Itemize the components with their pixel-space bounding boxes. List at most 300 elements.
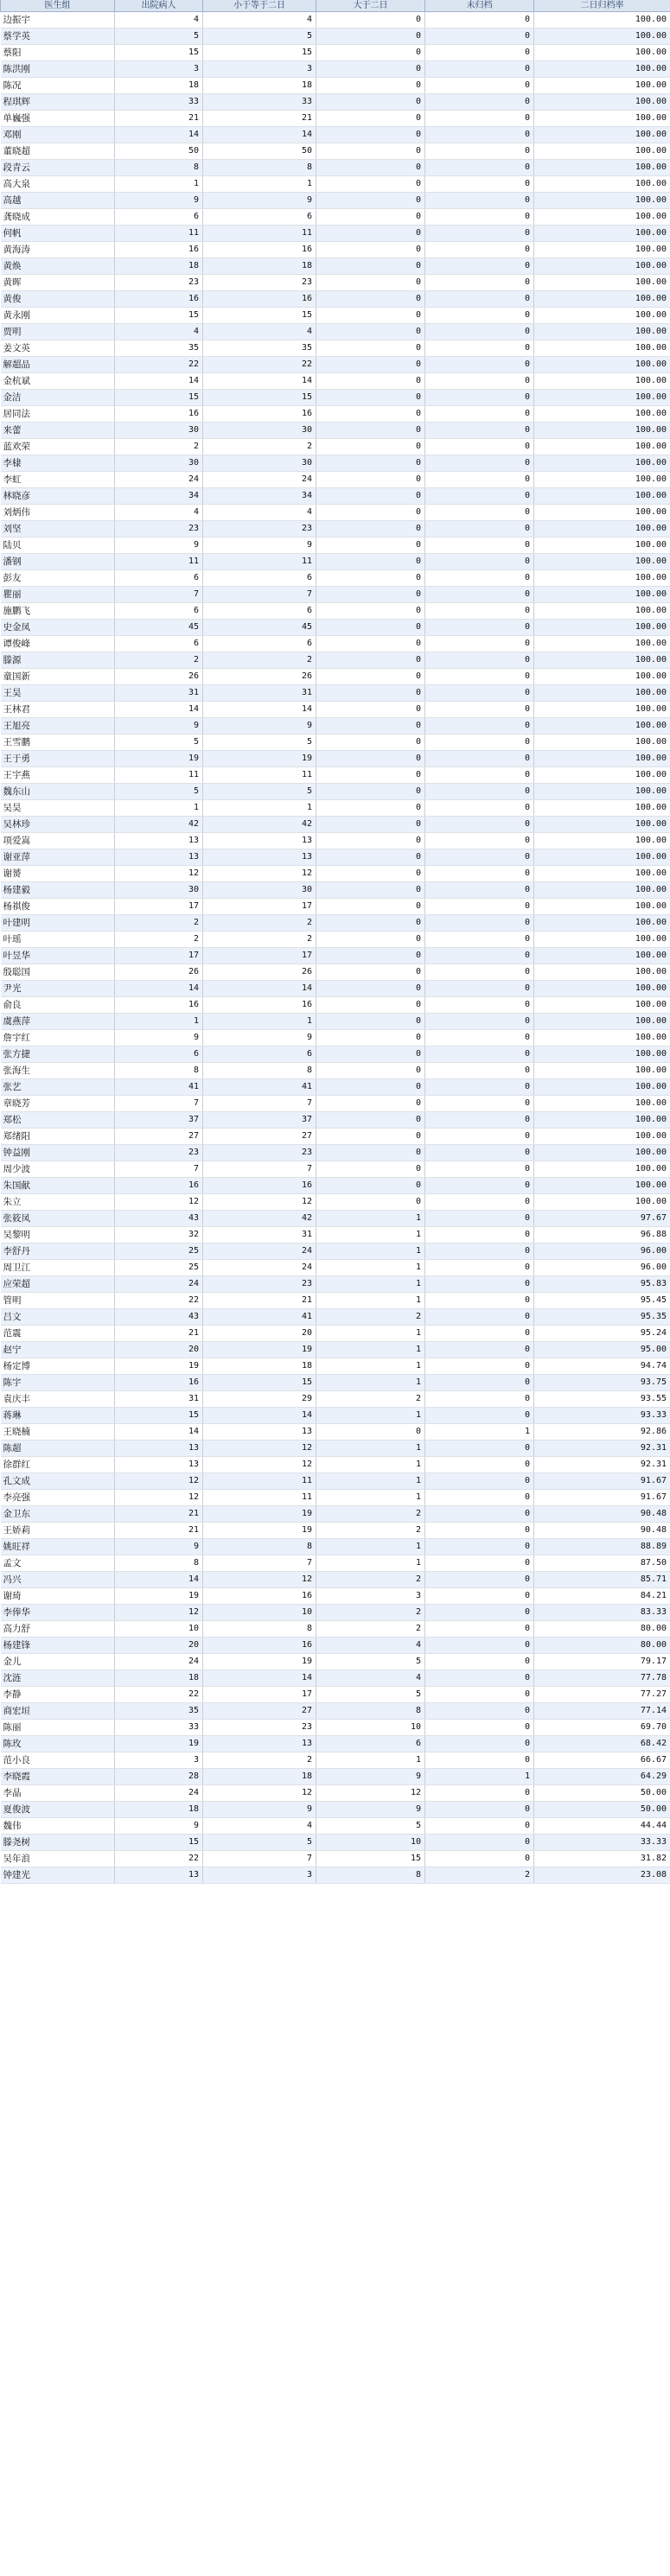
discharged-cell[interactable]: 13 xyxy=(115,1441,203,1457)
table-row[interactable] xyxy=(1,685,670,702)
unarchived-cell[interactable]: 0 xyxy=(425,12,534,29)
within-two-days-cell[interactable]: 18 xyxy=(203,1769,316,1785)
doctor-name-cell[interactable]: 管明 xyxy=(1,1293,115,1309)
doctor-name-cell[interactable]: 李棣 xyxy=(1,455,115,472)
doctor-name-cell[interactable]: 虞燕萍 xyxy=(1,1014,115,1030)
doctor-name-cell[interactable]: 孔文成 xyxy=(1,1473,115,1490)
doctor-name-cell[interactable]: 单巍强 xyxy=(1,111,115,127)
discharged-cell[interactable]: 25 xyxy=(115,1260,203,1276)
doctor-name-cell[interactable]: 夏俊波 xyxy=(1,1802,115,1818)
doctor-name-cell[interactable]: 黄海涛 xyxy=(1,242,115,258)
within-two-days-cell[interactable]: 12 xyxy=(203,1785,316,1802)
archive-rate-cell[interactable]: 93.33 xyxy=(534,1408,670,1424)
over-two-days-cell[interactable]: 2 xyxy=(316,1621,425,1638)
doctor-name-cell[interactable]: 王旭亮 xyxy=(1,718,115,735)
discharged-cell[interactable]: 18 xyxy=(115,1670,203,1687)
archive-rate-cell[interactable]: 95.24 xyxy=(534,1326,670,1342)
within-two-days-cell[interactable]: 3 xyxy=(203,1867,316,1884)
over-two-days-cell[interactable]: 0 xyxy=(316,488,425,505)
discharged-cell[interactable]: 16 xyxy=(115,1375,203,1391)
doctor-name-cell[interactable]: 杨祺俊 xyxy=(1,899,115,915)
doctor-name-cell[interactable]: 钟建光 xyxy=(1,1867,115,1884)
within-two-days-cell[interactable]: 2 xyxy=(203,1752,316,1769)
discharged-cell[interactable]: 11 xyxy=(115,554,203,570)
unarchived-cell[interactable]: 0 xyxy=(425,1490,534,1506)
unarchived-cell[interactable]: 0 xyxy=(425,505,534,521)
over-two-days-cell[interactable]: 2 xyxy=(316,1572,425,1588)
over-two-days-cell[interactable]: 0 xyxy=(316,1030,425,1046)
within-two-days-cell[interactable]: 18 xyxy=(203,1358,316,1375)
within-two-days-cell[interactable]: 16 xyxy=(203,1178,316,1194)
discharged-cell[interactable]: 7 xyxy=(115,587,203,603)
archive-rate-cell[interactable]: 93.55 xyxy=(534,1391,670,1408)
archive-rate-cell[interactable]: 100.00 xyxy=(534,718,670,735)
archive-rate-cell[interactable]: 100.00 xyxy=(534,275,670,291)
doctor-name-cell[interactable]: 姚旺祥 xyxy=(1,1539,115,1555)
over-two-days-cell[interactable]: 0 xyxy=(316,176,425,193)
within-two-days-cell[interactable]: 9 xyxy=(203,193,316,209)
unarchived-cell[interactable]: 0 xyxy=(425,866,534,882)
unarchived-cell[interactable]: 0 xyxy=(425,1112,534,1129)
within-two-days-cell[interactable]: 9 xyxy=(203,1030,316,1046)
doctor-name-cell[interactable]: 潘钢 xyxy=(1,554,115,570)
over-two-days-cell[interactable]: 0 xyxy=(316,537,425,554)
over-two-days-cell[interactable]: 0 xyxy=(316,932,425,948)
archive-rate-cell[interactable]: 100.00 xyxy=(534,537,670,554)
over-two-days-cell[interactable]: 0 xyxy=(316,587,425,603)
unarchived-cell[interactable]: 0 xyxy=(425,406,534,423)
archive-rate-cell[interactable]: 88.89 xyxy=(534,1539,670,1555)
discharged-cell[interactable]: 21 xyxy=(115,1523,203,1539)
over-two-days-cell[interactable]: 0 xyxy=(316,718,425,735)
archive-rate-cell[interactable]: 100.00 xyxy=(534,1161,670,1178)
table-row[interactable] xyxy=(1,882,670,899)
archive-rate-cell[interactable]: 100.00 xyxy=(534,78,670,94)
within-two-days-cell[interactable]: 2 xyxy=(203,932,316,948)
unarchived-cell[interactable]: 0 xyxy=(425,1523,534,1539)
over-two-days-cell[interactable]: 0 xyxy=(316,948,425,964)
over-two-days-cell[interactable]: 0 xyxy=(316,1112,425,1129)
table-row[interactable] xyxy=(1,1835,670,1851)
doctor-name-cell[interactable]: 高大泉 xyxy=(1,176,115,193)
discharged-cell[interactable]: 25 xyxy=(115,1243,203,1260)
unarchived-cell[interactable]: 0 xyxy=(425,948,534,964)
unarchived-cell[interactable]: 0 xyxy=(425,718,534,735)
archive-rate-cell[interactable]: 100.00 xyxy=(534,143,670,160)
over-two-days-cell[interactable]: 0 xyxy=(316,1424,425,1441)
discharged-cell[interactable]: 33 xyxy=(115,1720,203,1736)
column-header-within-two-days[interactable]: 小于等于二日 xyxy=(203,0,316,12)
doctor-name-cell[interactable]: 张方捷 xyxy=(1,1046,115,1063)
within-two-days-cell[interactable]: 42 xyxy=(203,817,316,833)
archive-rate-cell[interactable]: 100.00 xyxy=(534,357,670,373)
archive-rate-cell[interactable]: 95.83 xyxy=(534,1276,670,1293)
within-two-days-cell[interactable]: 16 xyxy=(203,291,316,308)
table-row[interactable] xyxy=(1,1358,670,1375)
discharged-cell[interactable]: 21 xyxy=(115,1326,203,1342)
within-two-days-cell[interactable]: 18 xyxy=(203,78,316,94)
within-two-days-cell[interactable]: 7 xyxy=(203,1555,316,1572)
discharged-cell[interactable]: 15 xyxy=(115,390,203,406)
within-two-days-cell[interactable]: 23 xyxy=(203,275,316,291)
doctor-name-cell[interactable]: 王晓楠 xyxy=(1,1424,115,1441)
within-two-days-cell[interactable]: 12 xyxy=(203,1572,316,1588)
within-two-days-cell[interactable]: 31 xyxy=(203,685,316,702)
archive-rate-cell[interactable]: 77.27 xyxy=(534,1687,670,1703)
discharged-cell[interactable]: 43 xyxy=(115,1211,203,1227)
unarchived-cell[interactable]: 0 xyxy=(425,1720,534,1736)
over-two-days-cell[interactable]: 1 xyxy=(316,1358,425,1375)
doctor-name-cell[interactable]: 瞿丽 xyxy=(1,587,115,603)
archive-rate-cell[interactable]: 100.00 xyxy=(534,767,670,784)
column-header-doctor-group[interactable]: 医生组 xyxy=(1,0,115,12)
table-row[interactable] xyxy=(1,275,670,291)
within-two-days-cell[interactable]: 42 xyxy=(203,1211,316,1227)
table-row[interactable] xyxy=(1,176,670,193)
archive-rate-cell[interactable]: 97.67 xyxy=(534,1211,670,1227)
archive-rate-cell[interactable]: 50.00 xyxy=(534,1802,670,1818)
unarchived-cell[interactable]: 0 xyxy=(425,1539,534,1555)
doctor-name-cell[interactable]: 施鹏飞 xyxy=(1,603,115,620)
discharged-cell[interactable]: 12 xyxy=(115,1473,203,1490)
over-two-days-cell[interactable]: 0 xyxy=(316,1178,425,1194)
doctor-name-cell[interactable]: 陈玫 xyxy=(1,1736,115,1752)
discharged-cell[interactable]: 22 xyxy=(115,1851,203,1867)
over-two-days-cell[interactable]: 1 xyxy=(316,1293,425,1309)
over-two-days-cell[interactable]: 1 xyxy=(316,1260,425,1276)
unarchived-cell[interactable]: 0 xyxy=(425,751,534,767)
discharged-cell[interactable]: 22 xyxy=(115,357,203,373)
table-row[interactable] xyxy=(1,472,670,488)
archive-rate-cell[interactable]: 100.00 xyxy=(534,488,670,505)
archive-rate-cell[interactable]: 100.00 xyxy=(534,209,670,226)
within-two-days-cell[interactable]: 6 xyxy=(203,636,316,652)
discharged-cell[interactable]: 20 xyxy=(115,1638,203,1654)
archive-rate-cell[interactable]: 100.00 xyxy=(534,111,670,127)
unarchived-cell[interactable]: 0 xyxy=(425,669,534,685)
discharged-cell[interactable]: 50 xyxy=(115,143,203,160)
archive-rate-cell[interactable]: 100.00 xyxy=(534,1014,670,1030)
table-row[interactable] xyxy=(1,1227,670,1243)
table-row[interactable] xyxy=(1,1752,670,1769)
unarchived-cell[interactable]: 0 xyxy=(425,1342,534,1358)
doctor-name-cell[interactable]: 徐群红 xyxy=(1,1457,115,1473)
over-two-days-cell[interactable]: 0 xyxy=(316,800,425,817)
within-two-days-cell[interactable]: 33 xyxy=(203,94,316,111)
within-two-days-cell[interactable]: 21 xyxy=(203,111,316,127)
discharged-cell[interactable]: 13 xyxy=(115,1457,203,1473)
archive-rate-cell[interactable]: 95.35 xyxy=(534,1309,670,1326)
over-two-days-cell[interactable]: 0 xyxy=(316,94,425,111)
archive-rate-cell[interactable]: 68.42 xyxy=(534,1736,670,1752)
unarchived-cell[interactable]: 0 xyxy=(425,1129,534,1145)
archive-rate-cell[interactable]: 100.00 xyxy=(534,423,670,439)
doctor-name-cell[interactable]: 吕文 xyxy=(1,1309,115,1326)
doctor-name-cell[interactable]: 童国新 xyxy=(1,669,115,685)
discharged-cell[interactable]: 6 xyxy=(115,603,203,620)
unarchived-cell[interactable]: 0 xyxy=(425,997,534,1014)
unarchived-cell[interactable]: 0 xyxy=(425,1736,534,1752)
within-two-days-cell[interactable]: 41 xyxy=(203,1309,316,1326)
table-row[interactable] xyxy=(1,1424,670,1441)
within-two-days-cell[interactable]: 22 xyxy=(203,357,316,373)
table-row[interactable] xyxy=(1,390,670,406)
unarchived-cell[interactable]: 0 xyxy=(425,1703,534,1720)
doctor-name-cell[interactable]: 吴黎明 xyxy=(1,1227,115,1243)
within-two-days-cell[interactable]: 5 xyxy=(203,29,316,45)
doctor-name-cell[interactable]: 范小良 xyxy=(1,1752,115,1769)
over-two-days-cell[interactable]: 0 xyxy=(316,111,425,127)
archive-rate-cell[interactable]: 100.00 xyxy=(534,800,670,817)
within-two-days-cell[interactable]: 17 xyxy=(203,1687,316,1703)
within-two-days-cell[interactable]: 41 xyxy=(203,1079,316,1096)
doctor-name-cell[interactable]: 杨定博 xyxy=(1,1358,115,1375)
within-two-days-cell[interactable]: 6 xyxy=(203,1046,316,1063)
within-two-days-cell[interactable]: 13 xyxy=(203,833,316,849)
doctor-name-cell[interactable]: 叶瑶 xyxy=(1,932,115,948)
archive-rate-cell[interactable]: 96.88 xyxy=(534,1227,670,1243)
within-two-days-cell[interactable]: 2 xyxy=(203,439,316,455)
doctor-name-cell[interactable]: 蔡阳 xyxy=(1,45,115,61)
discharged-cell[interactable]: 14 xyxy=(115,127,203,143)
archive-rate-cell[interactable]: 64.29 xyxy=(534,1769,670,1785)
within-two-days-cell[interactable]: 9 xyxy=(203,1802,316,1818)
doctor-name-cell[interactable]: 赵宁 xyxy=(1,1342,115,1358)
doctor-name-cell[interactable]: 魏伟 xyxy=(1,1818,115,1835)
discharged-cell[interactable]: 14 xyxy=(115,1572,203,1588)
over-two-days-cell[interactable]: 0 xyxy=(316,669,425,685)
archive-rate-cell[interactable]: 94.74 xyxy=(534,1358,670,1375)
unarchived-cell[interactable]: 0 xyxy=(425,981,534,997)
doctor-name-cell[interactable]: 郑绪阳 xyxy=(1,1129,115,1145)
doctor-name-cell[interactable]: 谢亚萍 xyxy=(1,849,115,866)
archive-rate-cell[interactable]: 100.00 xyxy=(534,455,670,472)
discharged-cell[interactable]: 7 xyxy=(115,1096,203,1112)
doctor-name-cell[interactable]: 商宏垣 xyxy=(1,1703,115,1720)
over-two-days-cell[interactable]: 0 xyxy=(316,521,425,537)
doctor-name-cell[interactable]: 尹光 xyxy=(1,981,115,997)
table-row[interactable] xyxy=(1,1703,670,1720)
unarchived-cell[interactable]: 0 xyxy=(425,685,534,702)
discharged-cell[interactable]: 14 xyxy=(115,981,203,997)
doctor-name-cell[interactable]: 蒋琳 xyxy=(1,1408,115,1424)
table-row[interactable] xyxy=(1,423,670,439)
table-row[interactable] xyxy=(1,1391,670,1408)
unarchived-cell[interactable]: 0 xyxy=(425,1227,534,1243)
discharged-cell[interactable]: 2 xyxy=(115,652,203,669)
doctor-name-cell[interactable]: 殷聪国 xyxy=(1,964,115,981)
over-two-days-cell[interactable]: 1 xyxy=(316,1243,425,1260)
within-two-days-cell[interactable]: 2 xyxy=(203,915,316,932)
discharged-cell[interactable]: 15 xyxy=(115,308,203,324)
doctor-name-cell[interactable]: 蔡学英 xyxy=(1,29,115,45)
doctor-name-cell[interactable]: 解超品 xyxy=(1,357,115,373)
doctor-name-cell[interactable]: 王林君 xyxy=(1,702,115,718)
over-two-days-cell[interactable]: 0 xyxy=(316,915,425,932)
within-two-days-cell[interactable]: 7 xyxy=(203,1851,316,1867)
unarchived-cell[interactable]: 0 xyxy=(425,127,534,143)
table-row[interactable] xyxy=(1,406,670,423)
over-two-days-cell[interactable]: 0 xyxy=(316,423,425,439)
archive-rate-cell[interactable]: 80.00 xyxy=(534,1638,670,1654)
unarchived-cell[interactable]: 0 xyxy=(425,1621,534,1638)
discharged-cell[interactable]: 31 xyxy=(115,685,203,702)
over-two-days-cell[interactable]: 0 xyxy=(316,570,425,587)
table-row[interactable] xyxy=(1,1014,670,1030)
over-two-days-cell[interactable]: 0 xyxy=(316,652,425,669)
table-row[interactable] xyxy=(1,800,670,817)
doctor-name-cell[interactable]: 彭友 xyxy=(1,570,115,587)
over-two-days-cell[interactable]: 6 xyxy=(316,1736,425,1752)
doctor-name-cell[interactable]: 杨建毅 xyxy=(1,882,115,899)
unarchived-cell[interactable]: 0 xyxy=(425,439,534,455)
discharged-cell[interactable]: 8 xyxy=(115,1555,203,1572)
unarchived-cell[interactable]: 0 xyxy=(425,1293,534,1309)
table-row[interactable] xyxy=(1,12,670,29)
doctor-name-cell[interactable]: 吴昊 xyxy=(1,800,115,817)
discharged-cell[interactable]: 8 xyxy=(115,160,203,176)
over-two-days-cell[interactable]: 0 xyxy=(316,455,425,472)
archive-rate-cell[interactable]: 77.78 xyxy=(534,1670,670,1687)
unarchived-cell[interactable]: 0 xyxy=(425,1408,534,1424)
within-two-days-cell[interactable]: 18 xyxy=(203,258,316,275)
within-two-days-cell[interactable]: 45 xyxy=(203,620,316,636)
archive-rate-cell[interactable]: 100.00 xyxy=(534,291,670,308)
doctor-name-cell[interactable]: 李俸华 xyxy=(1,1605,115,1621)
over-two-days-cell[interactable]: 0 xyxy=(316,866,425,882)
unarchived-cell[interactable]: 0 xyxy=(425,94,534,111)
unarchived-cell[interactable]: 0 xyxy=(425,1260,534,1276)
table-row[interactable] xyxy=(1,603,670,620)
over-two-days-cell[interactable]: 0 xyxy=(316,751,425,767)
table-row[interactable] xyxy=(1,143,670,160)
doctor-name-cell[interactable]: 范震 xyxy=(1,1326,115,1342)
archive-rate-cell[interactable]: 100.00 xyxy=(534,521,670,537)
unarchived-cell[interactable]: 0 xyxy=(425,340,534,357)
over-two-days-cell[interactable]: 2 xyxy=(316,1391,425,1408)
unarchived-cell[interactable]: 0 xyxy=(425,767,534,784)
unarchived-cell[interactable]: 0 xyxy=(425,1030,534,1046)
archive-rate-cell[interactable]: 91.67 xyxy=(534,1473,670,1490)
unarchived-cell[interactable]: 0 xyxy=(425,455,534,472)
unarchived-cell[interactable]: 0 xyxy=(425,1211,534,1227)
over-two-days-cell[interactable]: 0 xyxy=(316,78,425,94)
within-two-days-cell[interactable]: 7 xyxy=(203,587,316,603)
unarchived-cell[interactable]: 0 xyxy=(425,1572,534,1588)
discharged-cell[interactable]: 26 xyxy=(115,964,203,981)
table-row[interactable] xyxy=(1,488,670,505)
archive-rate-cell[interactable]: 87.50 xyxy=(534,1555,670,1572)
archive-rate-cell[interactable]: 91.67 xyxy=(534,1490,670,1506)
within-two-days-cell[interactable]: 11 xyxy=(203,1473,316,1490)
archive-rate-cell[interactable]: 100.00 xyxy=(534,669,670,685)
over-two-days-cell[interactable]: 2 xyxy=(316,1605,425,1621)
table-row[interactable] xyxy=(1,1490,670,1506)
unarchived-cell[interactable]: 0 xyxy=(425,226,534,242)
discharged-cell[interactable]: 24 xyxy=(115,1785,203,1802)
over-two-days-cell[interactable]: 9 xyxy=(316,1802,425,1818)
doctor-name-cell[interactable]: 冯兴 xyxy=(1,1572,115,1588)
archive-rate-cell[interactable]: 100.00 xyxy=(534,439,670,455)
archive-rate-cell[interactable]: 90.48 xyxy=(534,1506,670,1523)
over-two-days-cell[interactable]: 0 xyxy=(316,439,425,455)
unarchived-cell[interactable]: 0 xyxy=(425,193,534,209)
doctor-name-cell[interactable]: 董晓超 xyxy=(1,143,115,160)
within-two-days-cell[interactable]: 30 xyxy=(203,882,316,899)
column-header-discharged[interactable]: 出院病人 xyxy=(115,0,203,12)
unarchived-cell[interactable]: 0 xyxy=(425,1818,534,1835)
doctor-name-cell[interactable]: 王雪鹏 xyxy=(1,735,115,751)
discharged-cell[interactable]: 14 xyxy=(115,373,203,390)
unarchived-cell[interactable]: 0 xyxy=(425,1194,534,1211)
doctor-name-cell[interactable]: 吴年浪 xyxy=(1,1851,115,1867)
unarchived-cell[interactable]: 0 xyxy=(425,1588,534,1605)
table-row[interactable] xyxy=(1,226,670,242)
over-two-days-cell[interactable]: 0 xyxy=(316,143,425,160)
discharged-cell[interactable]: 12 xyxy=(115,866,203,882)
discharged-cell[interactable]: 16 xyxy=(115,242,203,258)
table-row[interactable] xyxy=(1,1178,670,1194)
within-two-days-cell[interactable]: 16 xyxy=(203,997,316,1014)
within-two-days-cell[interactable]: 6 xyxy=(203,603,316,620)
discharged-cell[interactable]: 12 xyxy=(115,1490,203,1506)
unarchived-cell[interactable]: 0 xyxy=(425,176,534,193)
archive-rate-cell[interactable]: 96.00 xyxy=(534,1243,670,1260)
discharged-cell[interactable]: 32 xyxy=(115,1227,203,1243)
unarchived-cell[interactable]: 0 xyxy=(425,1391,534,1408)
unarchived-cell[interactable]: 0 xyxy=(425,587,534,603)
doctor-name-cell[interactable]: 张海生 xyxy=(1,1063,115,1079)
table-row[interactable] xyxy=(1,1638,670,1654)
unarchived-cell[interactable]: 0 xyxy=(425,1161,534,1178)
over-two-days-cell[interactable]: 12 xyxy=(316,1785,425,1802)
over-two-days-cell[interactable]: 0 xyxy=(316,258,425,275)
unarchived-cell[interactable]: 0 xyxy=(425,1046,534,1063)
archive-rate-cell[interactable]: 100.00 xyxy=(534,1112,670,1129)
column-header-unarchived[interactable]: 未归档 xyxy=(425,0,534,12)
doctor-name-cell[interactable]: 俞良 xyxy=(1,997,115,1014)
within-two-days-cell[interactable]: 14 xyxy=(203,127,316,143)
doctor-name-cell[interactable]: 魏东山 xyxy=(1,784,115,800)
doctor-name-cell[interactable]: 周少波 xyxy=(1,1161,115,1178)
discharged-cell[interactable]: 4 xyxy=(115,505,203,521)
unarchived-cell[interactable]: 0 xyxy=(425,1309,534,1326)
discharged-cell[interactable]: 9 xyxy=(115,1539,203,1555)
discharged-cell[interactable]: 9 xyxy=(115,718,203,735)
table-row[interactable] xyxy=(1,455,670,472)
unarchived-cell[interactable]: 0 xyxy=(425,1851,534,1867)
doctor-name-cell[interactable]: 王昊 xyxy=(1,685,115,702)
discharged-cell[interactable]: 31 xyxy=(115,1391,203,1408)
unarchived-cell[interactable]: 1 xyxy=(425,1424,534,1441)
over-two-days-cell[interactable]: 0 xyxy=(316,472,425,488)
table-row[interactable] xyxy=(1,817,670,833)
table-row[interactable] xyxy=(1,866,670,882)
discharged-cell[interactable]: 9 xyxy=(115,537,203,554)
within-two-days-cell[interactable]: 20 xyxy=(203,1326,316,1342)
unarchived-cell[interactable]: 0 xyxy=(425,209,534,226)
over-two-days-cell[interactable]: 1 xyxy=(316,1408,425,1424)
table-row[interactable] xyxy=(1,1506,670,1523)
doctor-name-cell[interactable]: 陈况 xyxy=(1,78,115,94)
archive-rate-cell[interactable]: 100.00 xyxy=(534,915,670,932)
doctor-name-cell[interactable]: 项爱嵩 xyxy=(1,833,115,849)
archive-rate-cell[interactable]: 100.00 xyxy=(534,735,670,751)
over-two-days-cell[interactable]: 0 xyxy=(316,1079,425,1096)
within-two-days-cell[interactable]: 14 xyxy=(203,1408,316,1424)
table-row[interactable] xyxy=(1,1720,670,1736)
over-two-days-cell[interactable]: 2 xyxy=(316,1506,425,1523)
